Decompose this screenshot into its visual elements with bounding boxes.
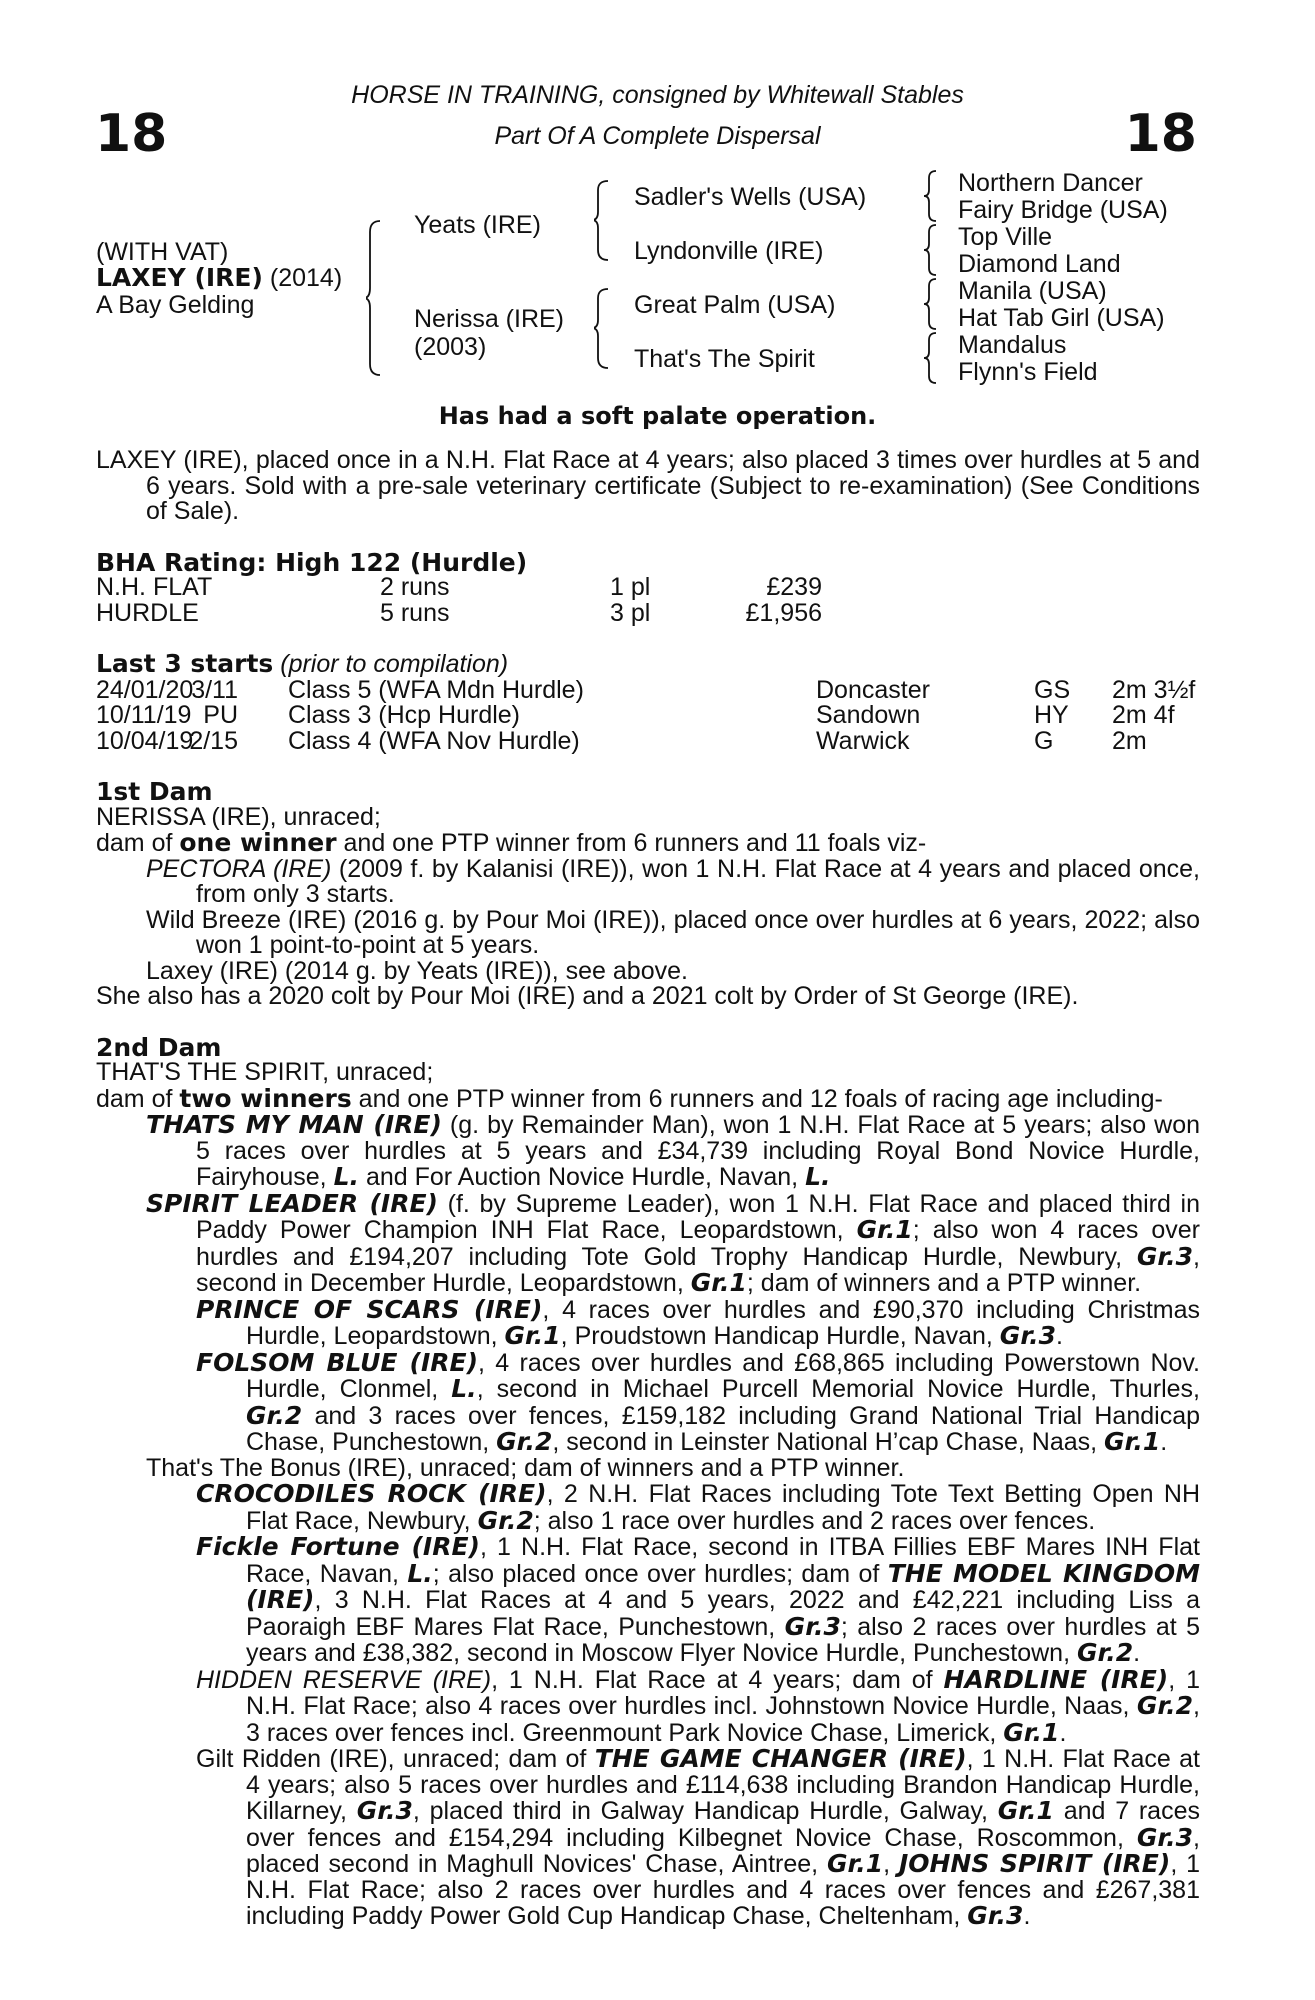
black-type-name: THE MODEL KINGDOM (IRE) <box>246 1558 1200 1614</box>
start-position: PU <box>203 701 238 729</box>
grade-label: Gr.1 <box>690 1268 747 1297</box>
horse-title <box>96 264 342 293</box>
black-type-name: HARDLINE (IRE) <box>943 1664 1169 1694</box>
grade-label: Gr.2 <box>1076 1638 1134 1667</box>
start-row <box>96 675 1200 704</box>
text: dam of <box>96 829 180 857</box>
grade-label: Gr.2 <box>246 1400 303 1430</box>
start-date: 24/01/20 <box>96 675 194 704</box>
text: Gilt Ridden (IRE), unraced; dam of <box>196 1745 595 1773</box>
consignment-header: HORSE IN TRAINING, consigned by Whitewall Stables <box>351 81 964 109</box>
bha-runs: 5 runs <box>380 598 450 627</box>
grade-label: Gr.3 <box>999 1321 1056 1350</box>
text: dam of <box>96 1084 180 1113</box>
first-dam-section <box>96 779 1200 1010</box>
horse-year: (2014) <box>269 264 343 292</box>
text: and one PTP winner from 6 runners and 12 foals of racing age including- <box>351 1084 1163 1113</box>
pedigree-brace-g3-2 <box>924 222 940 278</box>
grade-label: Gr.1 <box>826 1849 884 1878</box>
black-type-name: JOHNS SPIRIT (IRE) <box>898 1849 1171 1878</box>
text: . <box>1023 1902 1031 1930</box>
grade-label: L. <box>451 1374 477 1403</box>
pedigree-dam-year: (2003) <box>414 333 487 361</box>
pedigree-g3-2: Fairy Bridge (USA) <box>958 196 1168 224</box>
horse-name-italic: HIDDEN RESERVE (IRE) <box>196 1665 492 1694</box>
text: ; also 2 races over hurdles at 5 years and £38,382, second in Moscow Flyer Novice Hurdle, Punchestown, <box>246 1612 1200 1667</box>
pedigree-sire-sire: Sadler's Wells (USA) <box>634 183 867 211</box>
bha-prize: £239 <box>766 573 822 601</box>
black-type-name: SPIRIT LEADER (IRE) <box>146 1188 438 1218</box>
black-type-name: THATS MY MAN (IRE) <box>146 1110 442 1139</box>
text: (2009 f. by Kalanisi (IRE)), won 1 N.H. Flat Race at 4 years and placed once, from only 3 starts. <box>196 854 1200 908</box>
progeny-entry <box>96 1112 1200 1191</box>
pedigree-brace-main <box>366 218 386 378</box>
text: ; dam of winners and a PTP winner. <box>746 1269 1142 1297</box>
start-race: Class 3 (Hcp Hurdle) <box>288 701 521 729</box>
text: , 3 N.H. Flat Races at 4 and 5 years, 2022 and £42,221 including Liss a Paoraigh EBF Mares Flat Race, Punchestown, <box>246 1586 1200 1641</box>
start-row <box>96 703 1200 729</box>
grade-label: Gr.3 <box>1136 1241 1194 1271</box>
grade-label: Gr.1 <box>1003 1717 1060 1747</box>
text: . <box>1133 1639 1141 1667</box>
grade-label: L. <box>407 1558 433 1588</box>
start-going: HY <box>1034 701 1069 729</box>
grade-label: Gr.1 <box>997 1796 1054 1825</box>
bha-section <box>96 547 1200 627</box>
text: and 3 races over fences, £159,182 including Grand National Trial Handicap Chase, Punchestown, <box>246 1401 1200 1456</box>
text: and one PTP winner from 6 runners and 11 foals viz- <box>336 829 927 857</box>
start-date: 10/04/19 <box>96 726 194 755</box>
text: , 1 N.H. Flat Race; also 4 races over hurdles incl. Johnstown Novice Hurdle, Naas, <box>246 1665 1201 1720</box>
first-dam-record <box>96 830 1200 857</box>
text: and 7 races over fences and £154,294 including Kilbegnet Novice Chase, Roscommon, <box>246 1797 1200 1852</box>
pedigree-g3-8: Flynn's Field <box>958 358 1098 386</box>
progeny-entry <box>96 1481 1200 1534</box>
text: , placed second in Maghull Novices' Chase, Aintree, <box>246 1823 1200 1878</box>
text: ; also placed once over hurdles; dam of <box>432 1559 888 1588</box>
last-starts-section <box>96 651 1200 754</box>
bha-placed: 1 pl <box>610 573 651 601</box>
pedigree-sire: Yeats (IRE) <box>414 211 541 239</box>
text: , Proudstown Handicap Hurdle, Navan, <box>560 1322 1000 1350</box>
grade-label: Gr.3 <box>967 1901 1024 1930</box>
text: , 2 N.H. Flat Races including Tote Text Betting Open NH Flat Race, Newbury, <box>246 1480 1200 1535</box>
lot-number-left: 18 <box>95 104 168 164</box>
progeny-entry <box>96 1746 1200 1930</box>
progeny-entry <box>96 1294 1200 1350</box>
progeny-entry: Wild Breeze (IRE) (2016 g. by Pour Moi (IRE)), placed once over hurdles at 6 years, 2022; also won 1 point-to-point at 5 years. <box>146 905 1200 959</box>
pedigree-brace-dam <box>594 286 614 371</box>
text: ; also won 4 races over hurdles and £194,207 including Tote Gold Trophy Handicap Hurdle, Newbury, <box>196 1216 1200 1271</box>
text: and For Auction Novice Hurdle, Navan, <box>359 1163 806 1191</box>
grade-label: Gr.2 <box>496 1427 553 1456</box>
bha-row <box>96 575 1200 601</box>
text: (g. by Remainder Man), won 1 N.H. Flat Race at 5 years; also won 5 races over hurdles at 5 years and £34,739 including Royal Bond Novice Hurdle, Fairyhouse, <box>196 1111 1201 1191</box>
text: , 4 races over hurdles and £68,865 including Powerstown Nov. Hurdle, Clonmel, <box>246 1348 1200 1403</box>
pedigree-dam-dam: That's The Spirit <box>634 345 815 373</box>
horse-name-italic: PECTORA (IRE) <box>146 854 332 883</box>
text: , <box>883 1850 899 1878</box>
text: ; also 1 race over hurdles and 2 races over fences. <box>533 1506 1096 1535</box>
bha-type: N.H. FLAT <box>96 573 213 601</box>
first-dam-also: She also has a 2020 colt by Pour Moi (IRE) and a 2021 colt by Order of St George (IRE). <box>96 982 1079 1010</box>
bha-type: HURDLE <box>96 598 199 627</box>
pedigree-sire-dam: Lyndonville (IRE) <box>634 237 824 265</box>
pedigree-brace-g3-3 <box>924 276 940 332</box>
bha-prize: £1,956 <box>745 598 822 627</box>
progeny-entry <box>96 1534 1200 1667</box>
horse-description: A Bay Gelding <box>96 291 255 319</box>
pedigree-g3-6: Hat Tab Girl (USA) <box>958 304 1165 332</box>
grade-label: L. <box>805 1162 831 1191</box>
grade-label: L. <box>333 1162 359 1191</box>
pedigree-g3-3: Top Ville <box>958 223 1053 251</box>
horse-name: LAXEY (IRE) <box>96 263 263 292</box>
grade-label: Gr.1 <box>1104 1427 1161 1456</box>
black-type-name: Fickle Fortune (IRE) <box>196 1532 480 1561</box>
horse-summary: LAXEY (IRE), placed once in a N.H. Flat Race at 4 years; also placed 3 times over hurdles at 5 and 6 years. Sold with a pre-sale veterinary certificate (Subject to re-examination) (See Conditions of Sale). <box>96 446 1200 525</box>
start-race: Class 4 (WFA Nov Hurdle) <box>288 726 580 755</box>
pedigree-g3-5: Manila (USA) <box>958 277 1107 305</box>
grade-label: Gr.1 <box>504 1321 561 1350</box>
text: , 1 N.H. Flat Race, second in ITBA Fillies EBF Mares INH Flat Race, Navan, <box>246 1533 1200 1588</box>
bha-runs: 2 runs <box>380 573 450 601</box>
progeny-entry: Laxey (IRE) (2014 g. by Yeats (IRE)), see above. <box>146 956 688 985</box>
start-course: Sandown <box>816 701 921 729</box>
progeny-entry <box>96 1188 1201 1297</box>
start-row <box>96 726 1200 755</box>
soft-palate-note: Has had a soft palate operation. <box>438 402 877 430</box>
text: , 1 N.H. Flat Race at 4 years; also 5 races over hurdles and £114,638 including Brandon Handicap Hurdle, Killarney, <box>246 1745 1201 1825</box>
start-course: Warwick <box>816 726 910 755</box>
text: . <box>1160 1428 1168 1456</box>
pedigree-g3-1: Northern Dancer <box>958 169 1143 197</box>
pedigree-dam: Nerissa (IRE) <box>414 305 565 333</box>
bha-placed: 3 pl <box>610 598 651 627</box>
start-going: GS <box>1034 675 1071 704</box>
progeny-entry <box>96 1347 1200 1456</box>
second-dam-section <box>96 1032 1201 1930</box>
grade-label: Gr.2 <box>477 1505 534 1535</box>
grade-label: Gr.3 <box>784 1611 841 1641</box>
pedigree-g3-7: Mandalus <box>958 331 1067 359</box>
black-type-name: PRINCE OF SCARS (IRE) <box>196 1294 543 1324</box>
pedigree-brace-g3-1 <box>924 168 940 224</box>
first-dam-name: NERISSA (IRE), unraced; <box>96 802 381 831</box>
black-type-name: FOLSOM BLUE (IRE) <box>196 1347 479 1377</box>
grade-label: Gr.1 <box>856 1215 913 1244</box>
progeny-entry <box>96 1664 1201 1747</box>
text: , second in Michael Purcell Memorial Novice Hurdle, Thurles, <box>476 1375 1200 1403</box>
black-type-name: THE GAME CHANGER (IRE) <box>594 1744 967 1773</box>
grade-label: Gr.3 <box>1136 1822 1194 1852</box>
black-type-name: CROCODILES ROCK (IRE) <box>196 1479 547 1508</box>
bha-row <box>96 598 1200 627</box>
text: , 1 N.H. Flat Race; also 2 races over hurdles and 4 races over fences and £267,381 including Paddy Power Gold Cup Handicap Chase, Cheltenham, <box>246 1850 1201 1930</box>
start-date: 10/11/19 <box>96 701 192 729</box>
vat-label: (WITH VAT) <box>96 238 229 266</box>
start-distance: 2m <box>1112 726 1147 755</box>
text: , placed third in Galway Handicap Hurdle, Galway, <box>412 1797 998 1825</box>
progeny-entry: That's The Bonus (IRE), unraced; dam of winners and a PTP winner. <box>146 1453 905 1482</box>
grade-label: Gr.2 <box>1136 1691 1194 1720</box>
text: . <box>1059 1718 1067 1747</box>
pedigree-dam-sire: Great Palm (USA) <box>634 291 836 319</box>
grade-label: Gr.3 <box>356 1796 413 1825</box>
start-going: G <box>1034 726 1054 755</box>
first-dam-title: 1st Dam <box>96 777 213 806</box>
pedigree-g3-4: Diamond Land <box>958 250 1121 278</box>
text: , second in Leinster National H’cap Chase, Naas, <box>552 1428 1105 1456</box>
pedigree-brace-sire <box>594 178 614 263</box>
pedigree-brace-g3-4 <box>924 330 940 386</box>
start-course: Doncaster <box>816 675 930 704</box>
start-position: 2/15 <box>189 726 238 755</box>
last-starts-title: Last 3 starts <box>96 649 274 678</box>
text: (f. by Supreme Leader), won 1 N.H. Flat Race and placed third in Paddy Power Champion INH Flat Race, Leopardstown, <box>196 1189 1201 1244</box>
second-dam-title: 2nd Dam <box>96 1032 222 1062</box>
start-position: 3/11 <box>191 675 238 704</box>
winner-count: one winner <box>179 828 337 857</box>
start-race: Class 5 (WFA Mdn Hurdle) <box>288 675 584 704</box>
start-distance: 2m 4f <box>1112 701 1175 729</box>
text: . <box>1055 1322 1063 1350</box>
dispersal-subheader: Part Of A Complete Dispersal <box>494 122 821 150</box>
progeny-entry <box>96 854 1200 908</box>
lot-number-right: 18 <box>1124 104 1197 164</box>
bha-rating-title: BHA Rating: High 122 (Hurdle) <box>96 547 528 577</box>
text: , second in December Hurdle, Leopardstown, <box>196 1242 1200 1297</box>
text: , 4 races over hurdles and £90,370 including Christmas Hurdle, Leopardstown, <box>246 1295 1200 1350</box>
catalogue-body <box>96 448 1200 1930</box>
winner-count: two winners <box>179 1083 352 1113</box>
second-dam-name: THAT'S THE SPIRIT, unraced; <box>96 1058 434 1086</box>
last-starts-subtitle: (prior to compilation) <box>280 650 509 678</box>
text: , 1 N.H. Flat Race at 4 years; dam of <box>491 1665 944 1694</box>
last-starts-heading <box>96 651 1200 678</box>
start-distance: 2m 3½f <box>1112 675 1196 704</box>
text: , 3 races over fences incl. Greenmount Park Novice Chase, Limerick, <box>246 1692 1200 1747</box>
second-dam-record <box>96 1083 1200 1113</box>
